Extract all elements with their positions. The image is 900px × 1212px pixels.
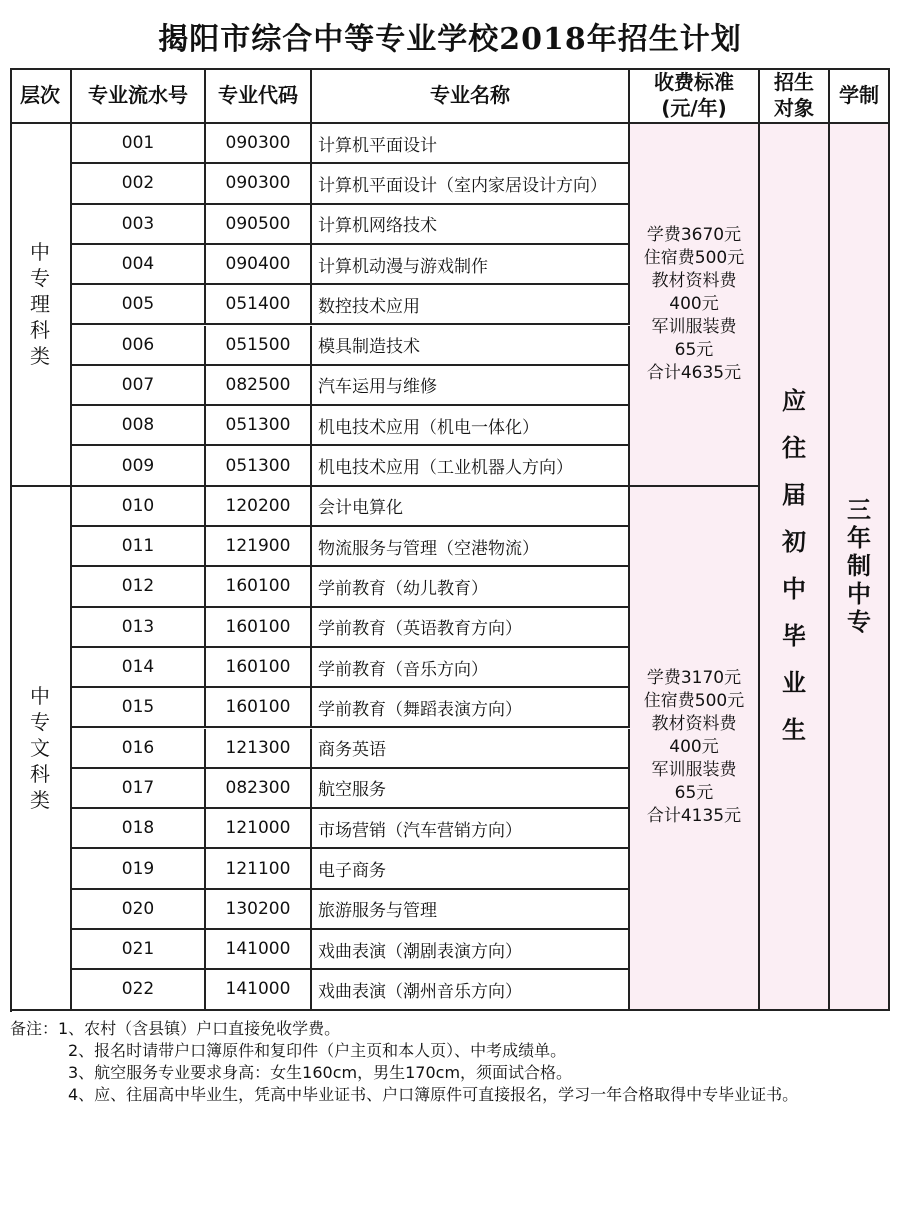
code-value: 090400 — [225, 254, 291, 275]
serial-value: 021 — [121, 939, 155, 960]
serial-value: 004 — [121, 254, 155, 275]
header-target-label-2: 对象 — [774, 96, 814, 120]
code-value: 051500 — [225, 334, 291, 355]
level-char: 中 — [30, 240, 50, 265]
page-title: 揭阳市综合中等专业学校2018年招生计划 — [158, 22, 742, 57]
row-name — [312, 930, 630, 970]
fee-line: 教材资料费 — [651, 714, 737, 735]
row-code — [206, 164, 312, 204]
code-value: 121900 — [225, 536, 291, 557]
duration-char: 制 — [847, 552, 871, 581]
header-fee — [630, 68, 760, 124]
row-code — [206, 326, 312, 366]
row-serial — [72, 688, 206, 728]
header-name-label: 专业名称 — [430, 83, 510, 107]
header-duration — [830, 68, 890, 124]
fee-line: 合计4635元 — [646, 362, 742, 383]
serial-value: 013 — [121, 616, 155, 637]
serial-value: 005 — [121, 294, 155, 315]
major-name: 数控技术应用 — [318, 296, 420, 317]
header-level — [10, 68, 72, 124]
row-name — [312, 688, 630, 728]
serial-value: 017 — [121, 777, 155, 798]
code-value: 051400 — [225, 294, 291, 315]
row-serial — [72, 849, 206, 889]
level-cell-1 — [10, 124, 72, 487]
major-name: 机电技术应用（机电一体化） — [318, 417, 539, 438]
level-char: 专 — [30, 709, 50, 734]
enrollment-table — [10, 68, 890, 1012]
major-name: 物流服务与管理（空港物流） — [318, 538, 539, 559]
fee-line: 住宿费500元 — [643, 247, 745, 268]
fee-line: 400元 — [669, 293, 719, 314]
code-value: 141000 — [225, 939, 291, 960]
row-code — [206, 930, 312, 970]
major-name: 电子商务 — [318, 861, 386, 882]
code-value: 121100 — [225, 858, 291, 879]
row-serial — [72, 366, 206, 406]
row-name — [312, 406, 630, 446]
fee-line: 65元 — [674, 783, 714, 804]
target-char: 毕 — [782, 622, 806, 651]
row-serial — [72, 285, 206, 325]
row-serial — [72, 970, 206, 1010]
level-char: 类 — [30, 787, 50, 812]
major-name: 旅游服务与管理 — [318, 901, 437, 922]
target-char: 业 — [782, 669, 806, 698]
serial-value: 012 — [121, 576, 155, 597]
target-char: 应 — [782, 387, 806, 416]
row-name — [312, 285, 630, 325]
row-code — [206, 245, 312, 285]
row-code — [206, 446, 312, 486]
row-serial — [72, 245, 206, 285]
code-value: 120200 — [225, 495, 291, 516]
major-name: 汽车运用与维修 — [318, 377, 437, 398]
serial-value: 003 — [121, 213, 155, 234]
major-name: 计算机网络技术 — [318, 216, 437, 237]
header-serial-label: 专业流水号 — [88, 83, 188, 107]
level-char: 中 — [30, 683, 50, 708]
major-name: 学前教育（幼儿教育） — [318, 578, 488, 599]
serial-value: 006 — [121, 334, 155, 355]
major-name: 学前教育（舞蹈表演方向） — [318, 699, 522, 720]
header-name — [312, 68, 630, 124]
fee-line: 学费3170元 — [646, 668, 742, 689]
row-serial — [72, 487, 206, 527]
major-name: 学前教育（英语教育方向） — [318, 619, 522, 640]
row-name — [312, 245, 630, 285]
header-target-label-1: 招生 — [774, 70, 814, 94]
row-name — [312, 366, 630, 406]
code-value: 082300 — [225, 777, 291, 798]
row-serial — [72, 205, 206, 245]
row-name — [312, 527, 630, 567]
row-serial — [72, 729, 206, 769]
major-name: 商务英语 — [318, 740, 386, 761]
row-serial — [72, 890, 206, 930]
major-name: 市场营销（汽车营销方向） — [318, 820, 522, 841]
fee-line: 军训服装费 — [651, 760, 737, 781]
level-cell-2 — [10, 487, 72, 1011]
row-name — [312, 164, 630, 204]
target-char: 中 — [782, 575, 806, 604]
row-name — [312, 970, 630, 1010]
row-serial — [72, 446, 206, 486]
row-code — [206, 285, 312, 325]
code-value: 121000 — [225, 818, 291, 839]
fee-line: 军训服装费 — [651, 316, 737, 337]
row-code — [206, 567, 312, 607]
code-value: 090300 — [225, 173, 291, 194]
row-serial — [72, 527, 206, 567]
row-code — [206, 527, 312, 567]
serial-value: 009 — [121, 455, 155, 476]
code-value: 090500 — [225, 213, 291, 234]
serial-value: 020 — [121, 898, 155, 919]
serial-value: 001 — [121, 133, 155, 154]
code-value: 051300 — [225, 415, 291, 436]
row-name — [312, 205, 630, 245]
fee-line: 教材资料费 — [651, 270, 737, 291]
serial-value: 019 — [121, 858, 155, 879]
header-code-label: 专业代码 — [218, 83, 298, 107]
note-line-4: 4、应、往届高中毕业生，凭高中毕业证书、户口簿原件可直接报名，学习一年合格取得中专毕业证书。 — [68, 1085, 799, 1104]
row-code — [206, 729, 312, 769]
code-value: 082500 — [225, 374, 291, 395]
code-value: 160100 — [225, 657, 291, 678]
row-code — [206, 366, 312, 406]
duration-cell — [830, 124, 890, 1011]
major-name: 机电技术应用（工业机器人方向） — [318, 458, 573, 479]
level-char: 专 — [30, 266, 50, 291]
row-code — [206, 205, 312, 245]
fee-line: 学费3670元 — [646, 224, 742, 245]
serial-value: 011 — [121, 536, 155, 557]
row-serial — [72, 769, 206, 809]
code-value: 160100 — [225, 616, 291, 637]
row-name — [312, 446, 630, 486]
major-name: 计算机动漫与游戏制作 — [318, 256, 488, 277]
serial-value: 008 — [121, 415, 155, 436]
row-name — [312, 769, 630, 809]
serial-value: 002 — [121, 173, 155, 194]
header-fee-label-2: (元/年) — [661, 96, 727, 120]
row-name — [312, 809, 630, 849]
row-code — [206, 487, 312, 527]
row-code — [206, 608, 312, 648]
target-char: 届 — [782, 481, 806, 510]
note-line-3: 3、航空服务专业要求身高：女生160cm，男生170cm，须面试合格。 — [68, 1063, 573, 1082]
header-serial — [72, 68, 206, 124]
duration-char: 中 — [847, 580, 871, 609]
row-name — [312, 487, 630, 527]
serial-value: 018 — [121, 818, 155, 839]
row-serial — [72, 648, 206, 688]
code-value: 141000 — [225, 979, 291, 1000]
row-code — [206, 849, 312, 889]
serial-value: 015 — [121, 697, 155, 718]
target-cell — [760, 124, 830, 1011]
serial-value: 016 — [121, 737, 155, 758]
serial-value: 007 — [121, 374, 155, 395]
major-name: 学前教育（音乐方向） — [318, 659, 488, 680]
level-char: 理 — [30, 292, 50, 317]
row-code — [206, 688, 312, 728]
major-name: 戏曲表演（潮州音乐方向） — [318, 981, 522, 1002]
fee-line: 400元 — [669, 737, 719, 758]
row-code — [206, 970, 312, 1010]
row-name — [312, 890, 630, 930]
duration-char: 三 — [847, 496, 871, 525]
note-line-1: 备注：1、农村（含县镇）户口直接免收学费。 — [10, 1019, 341, 1038]
row-code — [206, 890, 312, 930]
row-serial — [72, 608, 206, 648]
fee-cell-2 — [630, 487, 760, 1011]
level-char: 类 — [30, 344, 50, 369]
major-name: 航空服务 — [318, 780, 386, 801]
code-value: 090300 — [225, 133, 291, 154]
row-serial — [72, 809, 206, 849]
row-name — [312, 124, 630, 164]
row-code — [206, 124, 312, 164]
level-char: 科 — [30, 761, 50, 786]
row-code — [206, 809, 312, 849]
row-serial — [72, 164, 206, 204]
notes-section — [10, 1018, 890, 1106]
fee-line: 住宿费500元 — [643, 691, 745, 712]
major-name: 计算机平面设计 — [318, 135, 437, 156]
code-value: 160100 — [225, 576, 291, 597]
row-serial — [72, 406, 206, 446]
row-serial — [72, 326, 206, 366]
row-code — [206, 406, 312, 446]
row-code — [206, 769, 312, 809]
major-name: 计算机平面设计（室内家居设计方向） — [318, 175, 607, 196]
target-char: 初 — [782, 528, 806, 557]
code-value: 121300 — [225, 737, 291, 758]
header-level-label: 层次 — [20, 83, 60, 107]
major-name: 模具制造技术 — [318, 337, 420, 358]
code-value: 130200 — [225, 898, 291, 919]
row-name — [312, 608, 630, 648]
note-line-2: 2、报名时请带户口簿原件和复印件（户主页和本人页）、中考成绩单。 — [68, 1041, 567, 1060]
level-char: 文 — [30, 735, 50, 760]
major-name: 戏曲表演（潮剧表演方向） — [318, 941, 522, 962]
row-serial — [72, 567, 206, 607]
serial-value: 014 — [121, 657, 155, 678]
major-name: 会计电算化 — [318, 498, 403, 519]
target-char: 生 — [782, 716, 806, 745]
header-fee-label-1: 收费标准 — [654, 70, 734, 94]
row-name — [312, 326, 630, 366]
fee-line: 65元 — [674, 339, 714, 360]
target-char: 往 — [782, 434, 806, 463]
duration-char: 年 — [847, 524, 871, 553]
level-char: 科 — [30, 318, 50, 343]
serial-value: 022 — [121, 979, 155, 1000]
row-name — [312, 849, 630, 889]
header-duration-label: 学制 — [839, 83, 879, 107]
row-name — [312, 567, 630, 607]
code-value: 160100 — [225, 697, 291, 718]
code-value: 051300 — [225, 455, 291, 476]
row-code — [206, 648, 312, 688]
serial-value: 010 — [121, 495, 155, 516]
row-serial — [72, 930, 206, 970]
row-serial — [72, 124, 206, 164]
header-target — [760, 68, 830, 124]
header-code — [206, 68, 312, 124]
duration-char: 专 — [847, 608, 871, 637]
row-name — [312, 729, 630, 769]
fee-line: 合计4135元 — [646, 806, 742, 827]
fee-cell-1 — [630, 124, 760, 487]
row-name — [312, 648, 630, 688]
